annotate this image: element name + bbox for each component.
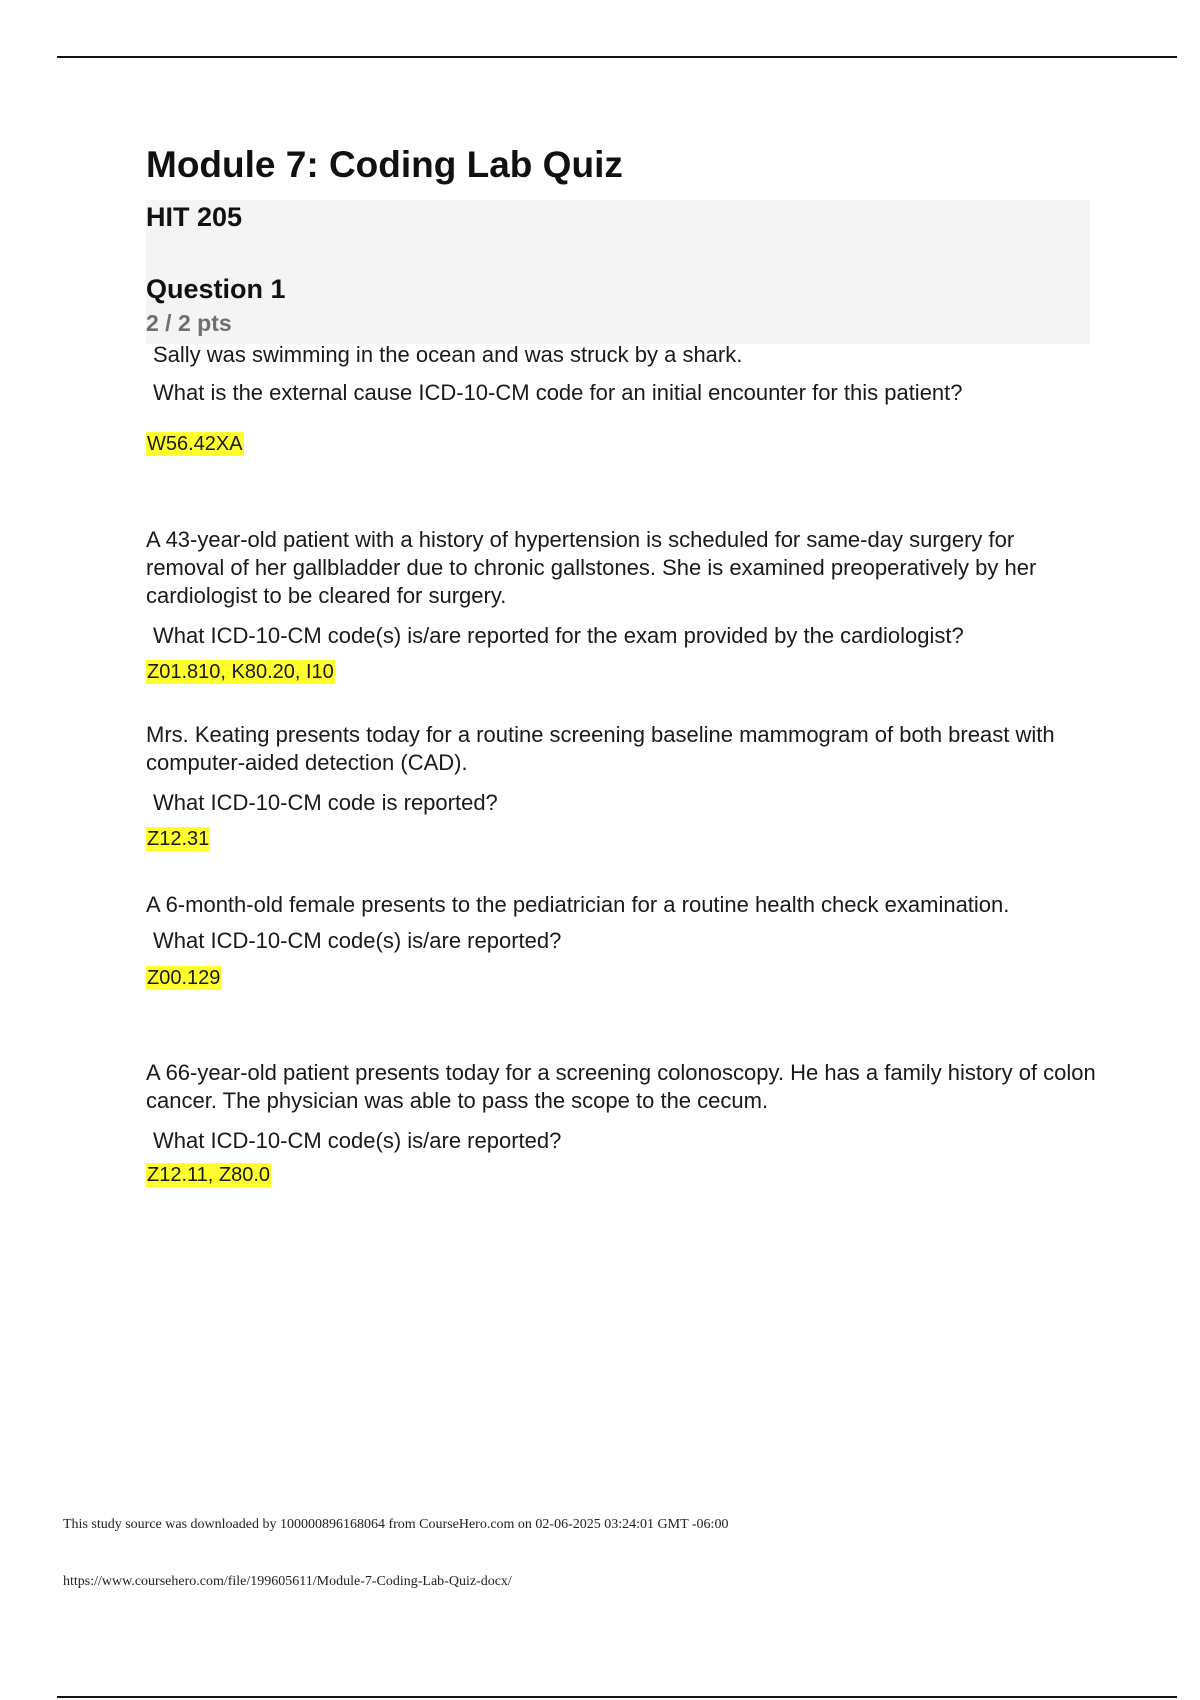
- question-prompt: What is the external cause ICD-10-CM code for an initial encounter for this patient?: [153, 380, 963, 405]
- answer-highlight: Z12.31: [147, 828, 210, 850]
- question-stem: Mrs. Keating presents today for a routine screening baseline mammogram of both breast with computer-aided detection (CAD).: [146, 722, 1055, 775]
- download-notice: This study source was downloaded by 100000896168064 from CourseHero.com on 02-06-2025 03:24:01 GMT -06:00: [63, 1517, 729, 1532]
- question-block: [146, 1059, 1096, 1187]
- question-block: [146, 891, 1096, 990]
- question-prompt: What ICD-10-CM code is reported?: [153, 790, 498, 815]
- question-heading: Question 1: [146, 274, 286, 304]
- answer-highlight: Z01.810, K80.20, I10: [147, 661, 334, 683]
- question-block: [146, 526, 1096, 684]
- question-stem: A 66-year-old patient presents today for a screening colonoscopy. He has a family history of colon cancer. The physician was able to pass the scope to the cecum.: [146, 1060, 1096, 1113]
- question-block: [146, 721, 1096, 851]
- document-header: [146, 140, 1090, 344]
- bottom-rule: [57, 1696, 1177, 1698]
- question-stem: A 6-month-old female presents to the pediatrician for a routine health check examination.: [146, 892, 1010, 917]
- question-prompt: What ICD-10-CM code(s) is/are reported?: [153, 1128, 562, 1153]
- source-url[interactable]: https://www.coursehero.com/file/199605611/Module-7-Coding-Lab-Quiz-docx/: [63, 1574, 512, 1589]
- points-score: 2 / 2 pts: [146, 310, 232, 336]
- question-prompt: What ICD-10-CM code(s) is/are reported for the exam provided by the cardiologist?: [153, 623, 964, 648]
- top-rule: [57, 56, 1177, 58]
- question-stem: A 43-year-old patient with a history of hypertension is scheduled for same-day surgery for removal of her gallbladder due to chronic gallstones. She is examined preoperatively by her cardiologist to be cleared for surgery.: [146, 527, 1037, 608]
- question-header-box: [146, 200, 1090, 344]
- question-prompt: What ICD-10-CM code(s) is/are reported?: [153, 928, 562, 953]
- answer-highlight: W56.42XA: [147, 433, 243, 455]
- page-title: Module 7: Coding Lab Quiz: [146, 144, 623, 185]
- question-stem: Sally was swimming in the ocean and was struck by a shark.: [153, 342, 743, 367]
- answer-highlight: Z00.129: [147, 967, 221, 989]
- answer-highlight: Z12.11, Z80.0: [147, 1164, 271, 1186]
- question-block: [146, 341, 1096, 456]
- course-code: HIT 205: [146, 202, 243, 232]
